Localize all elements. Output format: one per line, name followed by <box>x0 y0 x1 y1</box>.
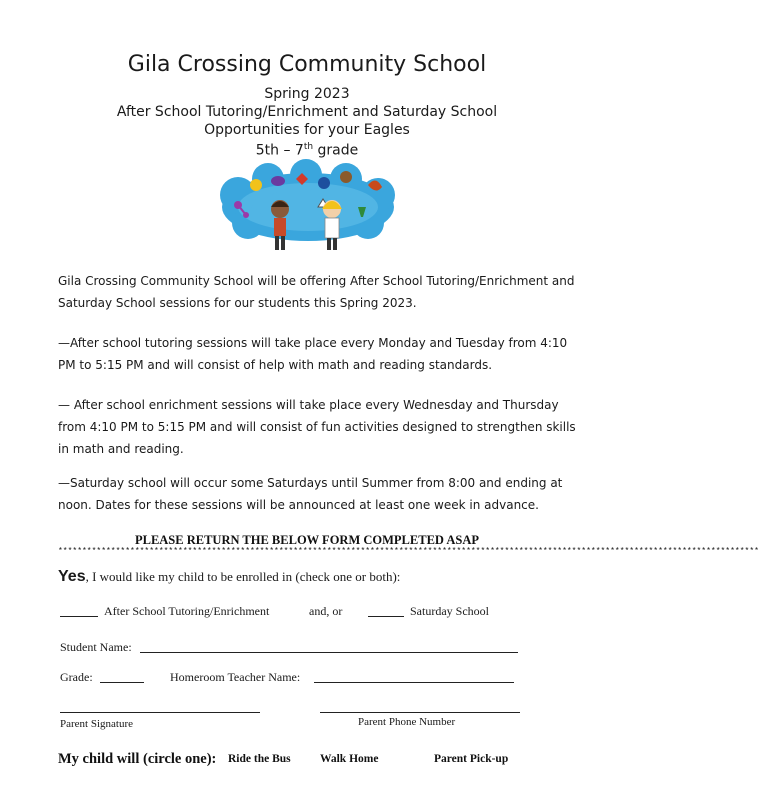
circle-one-label: My child will (circle one): <box>58 751 217 767</box>
option-tutoring-label: After School Tutoring/Enrichment <box>104 604 270 618</box>
science-cloud-shape <box>220 159 395 241</box>
student-name-label: Student Name: <box>60 640 132 654</box>
grade-label: Grade: <box>60 670 93 684</box>
saturday-paragraph: —Saturday school will occur some Saturdays until Summer from 8:00 and ending at noon. Dates for these sessions will be announced at least one week in advance. <box>58 476 563 512</box>
student-girl <box>322 200 342 250</box>
tutoring-paragraph: —After school tutoring sessions will take place every Monday and Tuesday from 4:10 PM to 5:15 PM and will consist of help with math and reading standards. <box>58 336 568 372</box>
return-notice: PLEASE RETURN THE BELOW FORM COMPLETED ASAP <box>134 533 480 547</box>
grade-range-suffix: grade <box>313 142 359 159</box>
intro-paragraph: Gila Crossing Community School will be offering After School Tutoring/Enrichment and Saturday School sessions for our students this Spring 2023. <box>58 274 575 310</box>
homeroom-teacher-field[interactable] <box>314 682 514 683</box>
grade-range <box>0 142 614 159</box>
enroll-statement-text: , I would like my child to be enrolled in (check one or both): <box>85 569 401 584</box>
grade-field[interactable] <box>100 682 144 683</box>
saturday-check-blank[interactable] <box>368 616 404 617</box>
student-name-field[interactable] <box>140 652 518 653</box>
grade-range-prefix: 5th – 7 <box>255 142 304 159</box>
yes-word: Yes <box>58 568 86 585</box>
parent-phone-label: Parent Phone Number <box>358 716 456 728</box>
asterisk-divider: ************************************************************************************************************************************************** <box>58 547 759 556</box>
option-ride-bus[interactable]: Ride the Bus <box>228 753 291 765</box>
option-walk-home[interactable]: Walk Home <box>320 753 379 765</box>
program-line: After School Tutoring/Enrichment and Saturday School <box>116 104 498 120</box>
parent-signature-field[interactable] <box>60 712 260 713</box>
term-line: Spring 2023 <box>264 86 350 102</box>
parent-signature-label: Parent Signature <box>60 718 134 730</box>
and-or-label: and, or <box>309 604 343 618</box>
option-parent-pickup[interactable]: Parent Pick-up <box>434 753 509 765</box>
parent-phone-field[interactable] <box>320 712 520 713</box>
homeroom-teacher-label: Homeroom Teacher Name: <box>170 670 301 684</box>
tutoring-check-blank[interactable] <box>60 616 98 617</box>
tagline: Opportunities for your Eagles <box>204 122 410 138</box>
science-kids-illustration <box>218 165 398 257</box>
grade-range-sup: th <box>303 142 314 152</box>
enroll-statement <box>58 568 400 586</box>
option-saturday-label: Saturday School <box>410 604 489 618</box>
enrichment-paragraph: — After school enrichment sessions will take place every Wednesday and Thursday from 4:10 PM to 5:15 PM and will consist of fun activities designed to strengthen skills in math and reading. <box>58 398 576 456</box>
school-title: Gila Crossing Community School <box>127 52 487 77</box>
